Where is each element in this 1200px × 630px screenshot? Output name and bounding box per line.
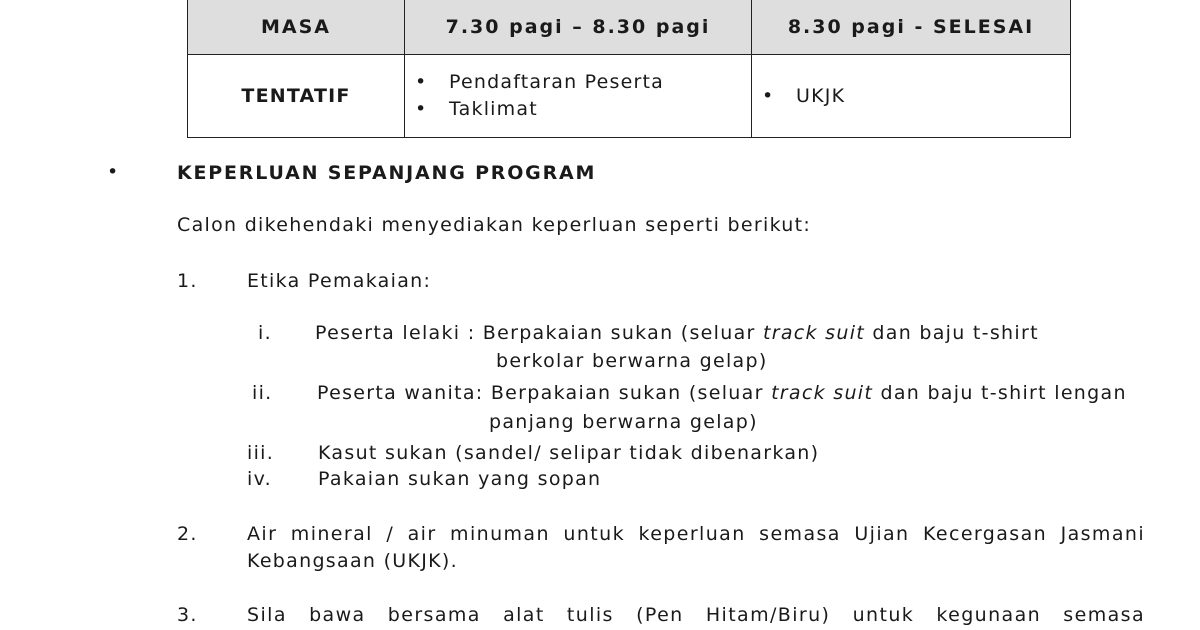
activity-list [752, 83, 1070, 110]
subitem-text [317, 382, 1127, 404]
subitem-number: ii. [252, 382, 273, 404]
item-number: 3. [177, 604, 198, 626]
cell-activities-1 [405, 55, 752, 138]
table-header-row [188, 0, 1071, 55]
schedule-table [187, 0, 1071, 138]
subitem-desc-end: dan baju t-shirt [865, 322, 1039, 344]
subitem-continuation: panjang berwarna gelap) [489, 411, 758, 433]
subitem-desc: Berpakaian sukan (seluar [490, 382, 772, 404]
intro-text: Calon dikehendaki menyediakan keperluan seperti berikut: [177, 214, 812, 236]
row-label-tentatif: TENTATIF [188, 55, 405, 138]
subitem-desc-end: dan baju t-shirt lengan [873, 382, 1127, 404]
item-title: Etika Pemakaian: [247, 270, 432, 292]
subitem-text: Kasut sukan (sandel/ selipar tidak dibenarkan) [318, 442, 820, 464]
subitem-label: Peserta wanita: [317, 382, 491, 404]
section-bullet: • [107, 161, 120, 183]
subitem-emphasis: track suit [771, 382, 874, 404]
subitem-continuation: berkolar berwarna gelap) [496, 350, 768, 372]
cell-activities-2 [752, 55, 1071, 138]
item-text-continuation: Kebangsaan (UKJK). [247, 550, 458, 572]
subitem-emphasis: track suit [762, 322, 866, 344]
header-time-2: 8.30 pagi - SELESAI [752, 0, 1071, 55]
item-number: 2. [177, 523, 198, 545]
activity-list [405, 69, 751, 123]
item-text: Sila bawa bersama alat tulis (Pen Hitam/Biru) untuk kegunaan semasa [247, 604, 1145, 626]
list-item: • Pendaftaran Peserta [449, 69, 751, 96]
list-item: • UKJK [796, 83, 1070, 110]
table-row [188, 55, 1071, 138]
header-masa: MASA [188, 0, 405, 55]
subitem-label: Peserta lelaki : [315, 322, 483, 344]
header-time-1: 7.30 pagi – 8.30 pagi [405, 0, 752, 55]
subitem-text [315, 322, 1039, 344]
subitem-number: iii. [247, 442, 275, 464]
section-heading: KEPERLUAN SEPANJANG PROGRAM [177, 162, 597, 184]
subitem-number: i. [258, 322, 272, 344]
subitem-number: iv. [247, 468, 272, 490]
item-text: Air mineral / air minuman untuk keperluan semasa Ujian Kecergasan Jasmani [247, 523, 1145, 545]
subitem-text: Pakaian sukan yang sopan [318, 468, 602, 490]
list-item: • Taklimat [449, 96, 751, 123]
subitem-desc: Berpakaian sukan (seluar [482, 322, 763, 344]
item-number: 1. [177, 270, 198, 292]
